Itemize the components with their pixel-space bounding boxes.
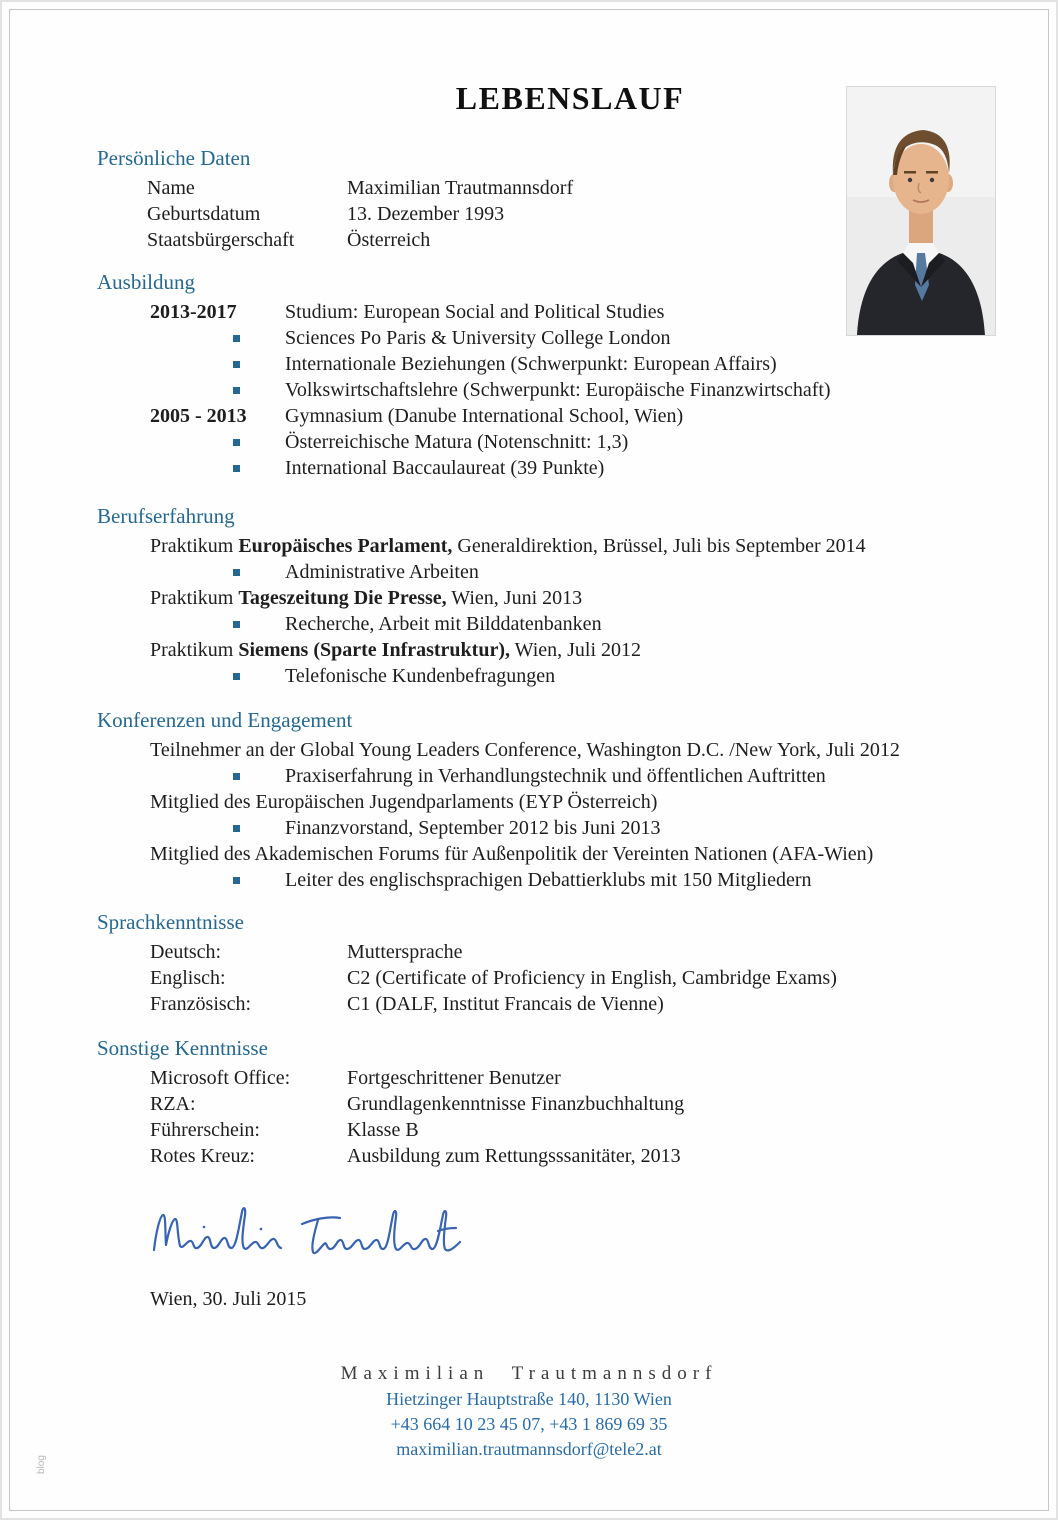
entry-title: Studium: European Social and Political Studies xyxy=(285,301,665,323)
bullet-line xyxy=(97,325,1030,351)
bullet-line xyxy=(97,429,1030,455)
entry-title: Mitglied des Europäischen Jugendparlaments (EYP Österreich) xyxy=(150,791,658,813)
row-value: C1 (DALF, Institut Francais de Vienne) xyxy=(347,993,664,1015)
section-engagement xyxy=(97,706,1030,893)
row-value: Fortgeschrittener Benutzer xyxy=(347,1067,561,1089)
education-entry xyxy=(97,299,1030,325)
entry-detail: Wien, Juli 2012 xyxy=(510,639,642,661)
section-other-skills xyxy=(97,1034,1030,1169)
entry-employer: Siemens (Sparte Infrastruktur), xyxy=(238,639,510,661)
bullet-square-icon xyxy=(233,361,240,368)
bullet-line xyxy=(97,763,1030,789)
entry-prefix: Praktikum xyxy=(150,535,239,557)
language-row xyxy=(97,991,1030,1017)
bullet-text: Telefonische Kundenbefragungen xyxy=(285,665,556,687)
bullet-line xyxy=(97,867,1030,893)
footer-address: Hietzinger Hauptstraße 140, 1130 Wien xyxy=(386,1389,672,1409)
bullet-text: Sciences Po Paris & University College London xyxy=(285,327,671,349)
bullet-text: Recherche, Arbeit mit Bilddatenbanken xyxy=(285,613,602,635)
section-languages xyxy=(97,908,1030,1017)
bullet-text: Leiter des englischsprachigen Debattierklubs mit 150 Mitgliedern xyxy=(285,869,812,891)
experience-entry xyxy=(97,533,1030,559)
bullet-line xyxy=(97,351,1030,377)
row-label: Staatsbürgerschaft xyxy=(147,229,295,251)
footer-email: maximilian.trautmannsdorf@tele2.at xyxy=(396,1439,662,1459)
bullet-line xyxy=(97,815,1030,841)
entry-period: 2013-2017 xyxy=(150,301,237,323)
bullet-square-icon xyxy=(233,465,240,472)
entry-detail: Generaldirektion, Brüssel, Juli bis September 2014 xyxy=(452,535,866,557)
language-row xyxy=(97,965,1030,991)
language-row xyxy=(97,939,1030,965)
row-label: Rotes Kreuz: xyxy=(150,1145,255,1167)
row-label: RZA: xyxy=(150,1093,196,1115)
row-label: Geburtsdatum xyxy=(147,203,261,225)
row-value: Österreich xyxy=(347,229,431,251)
entry-employer: Tageszeitung Die Presse, xyxy=(238,587,447,609)
row-label: Führerschein: xyxy=(150,1119,260,1141)
engagement-entry xyxy=(97,789,1030,815)
engagement-entry xyxy=(97,841,1030,867)
entry-title: Teilnehmer an der Global Young Leaders Conference, Washington D.C. /New York, Juli 2012 xyxy=(150,739,900,761)
row-label: Französisch: xyxy=(150,993,252,1015)
footer-name: Maximilian Trautmannsdorf xyxy=(340,1363,718,1384)
experience-entry xyxy=(97,637,1030,663)
section-personal xyxy=(97,144,1030,253)
experience-entry xyxy=(97,585,1030,611)
signature-handwriting xyxy=(144,1200,474,1269)
row-value: 13. Dezember 1993 xyxy=(347,203,505,225)
bullet-text: Österreichische Matura (Notenschnitt: 1,3) xyxy=(285,431,629,453)
engagement-entry xyxy=(97,737,1030,763)
bullet-text: International Baccaulaureat (39 Punkte) xyxy=(285,457,605,479)
bullet-text: Volkswirtschaftslehre (Schwerpunkt: Europäische Finanzwirtschaft) xyxy=(285,379,831,401)
skill-row xyxy=(97,1065,1030,1091)
education-entry xyxy=(97,403,1030,429)
bullet-line xyxy=(97,663,1030,689)
row-value: Klasse B xyxy=(347,1119,419,1141)
bullet-square-icon xyxy=(233,673,240,680)
bullet-square-icon xyxy=(233,335,240,342)
entry-title: Gymnasium (Danube International School, Wien) xyxy=(285,405,684,427)
skill-row xyxy=(97,1117,1030,1143)
bullet-square-icon xyxy=(233,569,240,576)
heading-engagement: Konferenzen und Engagement xyxy=(97,708,353,732)
section-education xyxy=(97,268,1030,481)
bullet-text: Finanzvorstand, September 2012 bis Juni 2013 xyxy=(285,817,661,839)
row-value: C2 (Certificate of Proficiency in English, Cambridge Exams) xyxy=(347,967,837,989)
skill-row xyxy=(97,1143,1030,1169)
bullet-square-icon xyxy=(233,825,240,832)
heading-education: Ausbildung xyxy=(97,270,196,294)
footer-phone: +43 664 10 23 45 07, +43 1 869 69 35 xyxy=(390,1414,668,1434)
bullet-text: Administrative Arbeiten xyxy=(285,561,479,583)
bullet-text: Praxiserfahrung in Verhandlungstechnik und öffentlichen Auftritten xyxy=(285,765,826,787)
skill-row xyxy=(97,1091,1030,1117)
personal-row xyxy=(97,227,1030,253)
bullet-square-icon xyxy=(233,773,240,780)
bullet-line xyxy=(97,377,1030,403)
heading-personal: Persönliche Daten xyxy=(97,146,251,170)
row-label: Microsoft Office: xyxy=(150,1067,291,1089)
row-value: Maximilian Trautmannsdorf xyxy=(347,177,574,199)
bullet-square-icon xyxy=(233,439,240,446)
bullet-line xyxy=(97,455,1030,481)
place-and-date: Wien, 30. Juli 2015 xyxy=(150,1288,307,1310)
bullet-square-icon xyxy=(233,621,240,628)
bullet-line xyxy=(97,559,1030,585)
entry-employer: Europäisches Parlament, xyxy=(238,535,453,557)
personal-row xyxy=(97,175,1030,201)
heading-languages: Sprachkenntnisse xyxy=(97,910,244,934)
bullet-square-icon xyxy=(233,387,240,394)
entry-title: Mitglied des Akademischen Forums für Außenpolitik der Vereinten Nationen (AFA-Wien) xyxy=(150,843,874,865)
footer-contact-block xyxy=(2,1360,1056,1462)
bullet-square-icon xyxy=(233,877,240,884)
bullet-text: Internationale Beziehungen (Schwerpunkt: European Affairs) xyxy=(285,353,777,375)
row-label: Name xyxy=(147,177,195,199)
row-value: Muttersprache xyxy=(347,941,463,963)
entry-detail: Wien, Juni 2013 xyxy=(446,587,583,609)
section-experience xyxy=(97,502,1030,689)
row-value: Grundlagenkenntnisse Finanzbuchhaltung xyxy=(347,1093,685,1115)
row-label: Deutsch: xyxy=(150,941,222,963)
entry-prefix: Praktikum xyxy=(150,639,239,661)
bullet-line xyxy=(97,611,1030,637)
heading-experience: Berufserfahrung xyxy=(97,504,235,528)
entry-period: 2005 - 2013 xyxy=(150,405,247,427)
personal-row xyxy=(97,201,1030,227)
page-title: LEBENSLAUF xyxy=(455,80,685,116)
row-value: Ausbildung zum Rettungsssanitäter, 2013 xyxy=(347,1145,681,1167)
row-label: Englisch: xyxy=(150,967,226,989)
heading-other-skills: Sonstige Kenntnisse xyxy=(97,1036,268,1060)
entry-prefix: Praktikum xyxy=(150,587,239,609)
watermark-text: blog xyxy=(36,1455,47,1474)
